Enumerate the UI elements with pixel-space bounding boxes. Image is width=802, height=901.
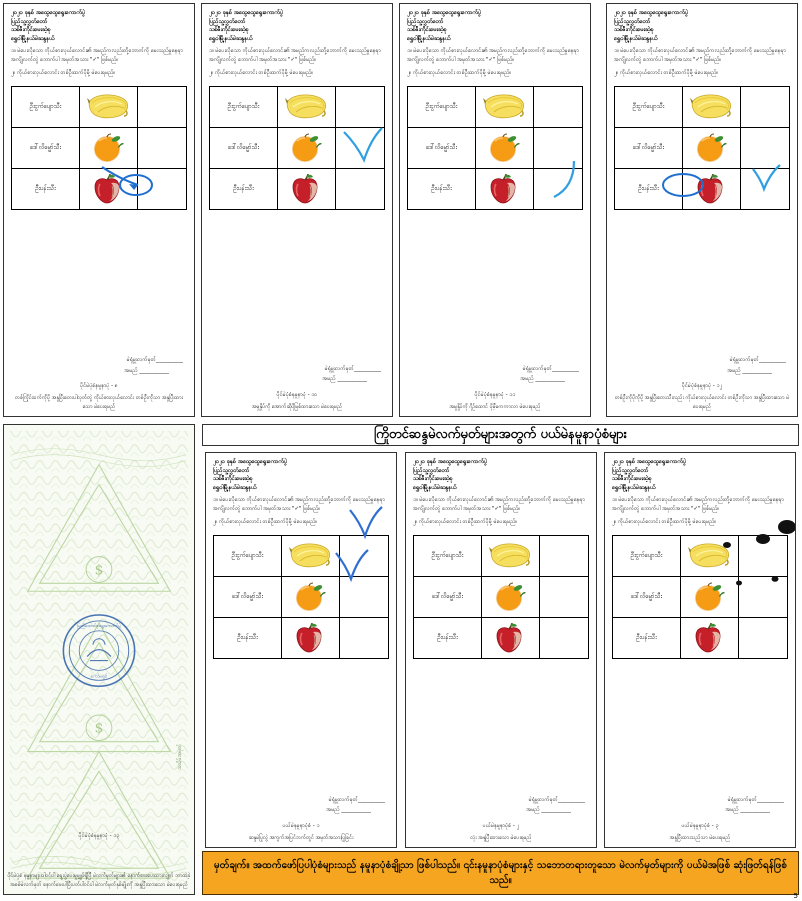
candidate-row: [12, 86, 187, 127]
ballot-footer: [209, 364, 385, 386]
candidate-name: ဦးပန်းသီး: [214, 617, 282, 658]
ballot-header-line-1: ၂၀၂၀ ခုနှစ် အထွေထွေရွေးကောက်ပွဲ: [209, 10, 284, 16]
ballot-card-4: [606, 3, 798, 417]
ballot-header-line-4: ရွှေဝါမြို့နယ်မဲဆန္ဒနယ်: [614, 35, 658, 42]
candidate-row: [210, 86, 385, 127]
ballot-instructions: [614, 47, 790, 81]
vote-mark-box[interactable]: [738, 576, 787, 617]
ballot-note: တစ်ကြိုင်ထက်ကိုပို့ အနှုပြီးတေးပါလှတ်တွဲ ကိုယ်စားလှယ်လောင်း တစ်ဦးကိုသာ အနှုပြီးထားသော မဲပေးရမည်: [15, 395, 183, 411]
candidate-symbol: [278, 86, 336, 127]
candidate-symbol: [282, 617, 340, 658]
ballot-header-line-3: သစ်ဇီးကိုင်းမေးဆဲ့စု: [612, 476, 652, 483]
ballot-header-line-1: ၂၀၂၀ ခုနှစ် အထွေထွေရွေးကောက်ပွဲ: [11, 10, 86, 16]
candidate-symbol: [80, 168, 138, 209]
candidate-row: [414, 576, 589, 617]
banana-icon: [86, 92, 130, 122]
ballot-footer: [614, 355, 790, 377]
candidate-symbol: [80, 86, 138, 127]
candidate-row: [214, 576, 389, 617]
ballot-card-5: [205, 452, 397, 848]
orange-icon: [487, 133, 521, 163]
ballot-footer: [11, 355, 187, 377]
candidate-symbol: [282, 535, 340, 576]
candidate-table: [614, 86, 790, 210]
svg-text:$: $: [94, 720, 104, 737]
instruction-2: ၂။ ကိုယ်စားလှယ်လောင်း တစ်ဦးထက်ပိုမို့ မဲပေးရမည်။: [612, 518, 717, 525]
candidate-symbol: [681, 617, 739, 658]
candidate-name: ဦးငွက်ပျောသီး: [12, 86, 80, 127]
vote-mark-box[interactable]: [339, 617, 388, 658]
candidate-row: [214, 617, 389, 658]
candidate-symbol: [278, 168, 336, 209]
candidate-name: ဦးငွက်ပျောသီး: [615, 86, 683, 127]
apple-icon: [694, 174, 728, 204]
ballot-header: [209, 9, 385, 44]
ballot-reverse-certificate: [3, 424, 195, 895]
candidate-name: ဒေါ်လိမ္မော်သီး: [615, 127, 683, 168]
candidate-name: ဦးပန်းသီး: [414, 617, 482, 658]
footer-officer-name: အမည် ___________: [322, 376, 367, 383]
ballot-header-line-3: သစ်ဇီးကိုင်းမေးဆဲ့စု: [413, 476, 453, 483]
footer-officer-signature: မဲရုံမှူးလက်မှတ်__________: [528, 796, 585, 803]
candidate-table: [209, 86, 385, 210]
ballot-instructions: [407, 47, 583, 81]
vote-mark-box[interactable]: [738, 535, 787, 576]
ballot-note: အနှုပြီးထားသည်သာ မဲပေးရမည်: [669, 835, 731, 842]
vote-mark-box[interactable]: [539, 535, 588, 576]
ballot-header: [213, 458, 389, 493]
footer-officer-signature: မဲရုံမှူးလက်မှတ်__________: [522, 365, 579, 372]
instruction-2: ၂။ ကိုယ်စားလှယ်လောင်း တစ်ဦးထက်ပိုမို့ မဲပေးရမည်။: [407, 69, 512, 76]
candidate-name: ဦးပန်းသီး: [12, 168, 80, 209]
ballot-header: [407, 9, 583, 44]
ballot-header-line-2: ပြည်သူ့လွှတ်တော်: [11, 18, 48, 25]
candidate-row: [12, 127, 187, 168]
candidate-row: [210, 127, 385, 168]
candidate-row: [615, 86, 790, 127]
vote-mark-box[interactable]: [335, 168, 384, 209]
certificate-serial: ပိုင်မဲပုံစံနမူနာပုံ - ၁၃: [78, 833, 120, 839]
certificate-note: ပိုင်မဲပုံစံ နမူနာများပါဝင်ပါ ရွေးပွဲပေးမှုမျှုပ်ရှိပြီ မဲလက်မှတ်များ၏ နောက်ဖေးပေးထားလျက် ဘာထဲခဲ့ အစစ်မဲလက်မှတ် နောက်ဖေးပါပြီးပတ်ပါဝင်ပါ မဲလက်မှတ်နှစ်မျိုးကို အနှုပြီးထားသော မဲပေးရမည်: [7, 873, 191, 889]
instruction-1: ၁။ မဲပေးလိုသော ကိုယ်စားလှယ်လောင်း၏ အမည်ကလည်းတို့ဘောက်ကို မေးသည်မှုနေရာအကျိုလက်တွဲ ဘောက်ပါ အမှတ်အသား "✓" ဖြစ်မည်။: [413, 496, 585, 513]
footer-officer-signature: မဲရုံမှူးလက်မှတ်__________: [727, 796, 784, 803]
candidate-name: ဒေါ်လိမ္မော်သီး: [210, 127, 278, 168]
banana-icon: [482, 92, 526, 122]
instruction-2: ၂။ ကိုယ်စားလှယ်လောင်း တစ်ဦးထက်ပိုမို့ မဲပေးရမည်။: [413, 518, 518, 525]
vote-mark-box[interactable]: [339, 576, 388, 617]
ballot-serial: ပိုင်မဲပုံစံနမူနာပုံ - ၈: [80, 383, 118, 390]
ballot-header: [612, 458, 788, 493]
instruction-2: ၂။ ကိုယ်စားလှယ်လောင်း တစ်ဦးထက်ပိုမို့ မဲပေးရမည်။: [614, 69, 719, 76]
vote-mark-box[interactable]: [137, 127, 186, 168]
instruction-1: ၁။ မဲပေးလိုသော ကိုယ်စားလှယ်လောင်း၏ အမည်ကလည်းတို့ဘောက်ကို မေးသည်မှုနေရာအကျိုလက်တွဲ ဘောက်ပါ အမှတ်အသား "✓" ဖြစ်မည်။: [612, 496, 784, 513]
candidate-name: ဦးငွက်ပျောသီး: [210, 86, 278, 127]
ballot-header-line-2: ပြည်သူ့လွှတ်တော်: [209, 18, 246, 25]
ballot-header-line-4: ရွှေဝါမြို့နယ်မဲဆန္ဒနယ်: [612, 484, 656, 491]
ballot-header-line-1: ၂၀၂၀ ခုနှစ် အထွေထွေရွေးကောက်ပွဲ: [413, 459, 488, 465]
candidate-row: [408, 168, 583, 209]
ballot-header-line-3: သစ်ဇီးကိုင်းမေးဆဲ့စု: [209, 27, 249, 34]
vote-mark-box[interactable]: [539, 617, 588, 658]
instruction-1: ၁။ မဲပေးလိုသော ကိုယ်စားလှယ်လောင်း၏ အမည်ကလည်းတို့ဘောက်ကို မေးသည်မှုနေရာအကျိုလက်တွဲ ဘောက်ပါ အမှတ်အသား "✓" ဖြစ်မည်။: [11, 47, 183, 64]
ballot-header-line-1: ၂၀၂၀ ခုနှစ် အထွေထွေရွေးကောက်ပွဲ: [614, 10, 689, 16]
ballot-footer: [413, 795, 589, 817]
candidate-table: [612, 535, 788, 659]
ballot-header-line-4: ရွှေဝါမြို့နယ်မဲဆန္ဒနယ်: [213, 484, 257, 491]
instruction-1: ၁။ မဲပေးလိုသော ကိုယ်စားလှယ်လောင်း၏ အမည်ကလည်းတို့ဘောက်ကို မေးသည်မှုနေရာအကျိုလက်တွဲ ဘောက်ပါ အမှတ်အသား "✓" ဖြစ်မည်။: [213, 496, 385, 513]
candidate-name: ဒေါ်လိမ္မော်သီး: [214, 576, 282, 617]
candidate-symbol: [282, 576, 340, 617]
page-number: 5: [793, 892, 798, 900]
vote-mark-box[interactable]: [740, 168, 789, 209]
candidate-row: [210, 168, 385, 209]
ballot-note: အမှုနှိုပ်ကို အောက်ဆိုပိုမြစ်ထားသော မဲပေးရမည်: [251, 404, 343, 411]
vote-mark-box[interactable]: [339, 535, 388, 576]
candidate-symbol: [278, 127, 336, 168]
ballot-serial: ပယ်မဲနမူနာပုံစံ - ၂: [482, 823, 520, 830]
ballot-header-line-4: ရွှေဝါမြို့နယ်မဲဆန္ဒနယ်: [209, 35, 253, 42]
footer-officer-name: အမည် ___________: [725, 807, 770, 814]
footer-officer-name: အမည် ___________: [326, 807, 371, 814]
candidate-row: [214, 535, 389, 576]
candidate-symbol: [683, 168, 741, 209]
candidate-name: ဦးပန်းသီး: [613, 617, 681, 658]
vote-mark-box[interactable]: [533, 168, 582, 209]
orange-icon: [293, 582, 327, 612]
vote-mark-box[interactable]: [533, 127, 582, 168]
candidate-name: ဦးငွက်ပျောသီး: [613, 535, 681, 576]
ballot-note: တစ်ဦးကိုပိုကိုပို့ အနှုပြီးတေးသီးလည်း ကိုယ်စားလှယ်လောင်း တစ်ဦးကိုသာ အနှုပြီးထားသော မဲပေးရမည်: [614, 395, 790, 411]
footer-officer-name: အမည် ___________: [520, 376, 565, 383]
ballot-instructions: [413, 496, 589, 530]
vote-mark-box[interactable]: [137, 168, 186, 209]
ballot-header-line-3: သစ်ဇီးကိုင်းမေးဆဲ့စု: [614, 27, 654, 34]
candidate-row: [414, 535, 589, 576]
orange-icon: [289, 133, 323, 163]
ballot-serial: ပိုင်မဲပုံစံနမူနာပုံ - ၁၀: [276, 392, 318, 399]
ballot-footer: [407, 364, 583, 386]
orange-icon: [91, 133, 125, 163]
ballot-header: [614, 9, 790, 44]
apple-icon: [293, 623, 327, 653]
candidate-name: ဦးပန်းသီး: [615, 168, 683, 209]
candidate-row: [613, 617, 788, 658]
pen-mark-tick: [340, 126, 384, 166]
candidate-name: ဦးပန်းသီး: [210, 168, 278, 209]
ballot-header-line-2: ပြည်သူ့လွှတ်တော်: [407, 18, 444, 25]
candidate-table: [11, 86, 187, 210]
ballot-header-line-2: ပြည်သူ့လွှတ်တော်: [213, 467, 250, 474]
footer-officer-name: အမည် ___________: [124, 367, 169, 374]
candidate-name: ဒေါ်လိမ္မော်သီး: [613, 576, 681, 617]
ballot-card-1: [3, 3, 195, 417]
ballot-serial: ပယ်မဲနမူနာပုံစံ - ၃: [681, 823, 719, 830]
vote-mark-box[interactable]: [740, 127, 789, 168]
ballot-card-2: [201, 3, 393, 417]
footer-officer-signature: မဲရုံမှူးလက်မှတ်__________: [729, 356, 786, 363]
candidate-row: [615, 127, 790, 168]
footer-officer-name: အမည် ___________: [526, 807, 571, 814]
banana-icon: [284, 92, 328, 122]
footer-officer-signature: မဲရုံမှူးလက်မှတ်__________: [126, 356, 183, 363]
ballot-header-line-3: သစ်ဇီးကိုင်းမေးဆဲ့စု: [407, 27, 447, 34]
ballot-header-line-1: ၂၀၂၀ ခုနှစ် အထွေထွေရွေးကောက်ပွဲ: [612, 459, 687, 465]
vote-mark-box[interactable]: [738, 617, 787, 658]
section-title: ကြိုတင်ဆန္ဒမဲလက်မှတ်များအတွက် ပယ်မဲနမူနာပုံစံများ: [374, 426, 627, 442]
ballot-header-line-4: ရွှေဝါမြို့နယ်မဲဆန္ဒနယ်: [413, 484, 457, 491]
candidate-row: [12, 168, 187, 209]
orange-icon: [493, 582, 527, 612]
candidate-name: ဦးငွက်ပျောသီး: [414, 535, 482, 576]
section-title-bar: [202, 424, 799, 446]
candidate-row: [408, 86, 583, 127]
candidate-symbol: [476, 127, 534, 168]
ballot-card-3: [399, 3, 591, 417]
orange-icon: [694, 133, 728, 163]
ballot-instructions: [612, 496, 788, 530]
instruction-2: ၂။ ကိုယ်စားလှယ်လောင်း တစ်ဦးထက်ပိုမို့ မဲပေးရမည်။: [11, 69, 116, 76]
apple-icon: [289, 174, 323, 204]
banana-icon: [689, 92, 733, 122]
security-pattern: [4, 425, 194, 891]
ballot-instructions: [11, 47, 187, 81]
remark-note: [202, 851, 799, 895]
ballot-header-line-1: ၂၀၂၀ ခုနှစ် အထွေထွေရွေးကောက်ပွဲ: [213, 459, 288, 465]
svg-text:ကော်မရှင်: ကော်မရှင်: [90, 674, 108, 680]
ballot-card-7: [604, 452, 796, 848]
ballot-note: လုံး အနှုပြီးထားသော မဲပေးရမည်: [470, 835, 532, 842]
candidate-table: [407, 86, 583, 210]
candidate-row: [613, 576, 788, 617]
ballot-header-line-4: ရွှေဝါမြို့နယ်မဲဆန္ဒနယ်: [407, 35, 451, 42]
candidate-symbol: [476, 168, 534, 209]
vote-mark-box[interactable]: [533, 86, 582, 127]
candidate-symbol: [681, 535, 739, 576]
banana-icon: [687, 541, 731, 571]
apple-icon: [493, 623, 527, 653]
candidate-symbol: [482, 576, 540, 617]
ballot-header-line-4: ရွှေဝါမြို့နယ်မဲဆန္ဒနယ်: [11, 35, 55, 42]
candidate-name: ဒေါ်လိမ္မော်သီး: [414, 576, 482, 617]
ballot-card-6: [405, 452, 597, 848]
candidate-table: [413, 535, 589, 659]
candidate-symbol: [482, 535, 540, 576]
candidate-row: [615, 168, 790, 209]
instruction-1: ၁။ မဲပေးလိုသော ကိုယ်စားလှယ်လောင်း၏ အမည်ကလည်းတို့ဘောက်ကို မေးသည်မှုနေရာအကျိုလက်တွဲ ဘောက်ပါ အမှတ်အသား "✓" ဖြစ်မည်။: [614, 47, 786, 64]
candidate-symbol: [683, 86, 741, 127]
candidate-name: ဦးငွက်ပျောသီး: [214, 535, 282, 576]
candidate-name: ဦးပန်းသီး: [408, 168, 476, 209]
certificate-side-text: အသိမ်းအမှတ်: [177, 744, 183, 770]
instruction-2: ၂။ ကိုယ်စားလှယ်လောင်း တစ်ဦးထက်ပိုမို့ မဲပေးရမည်။: [213, 518, 318, 525]
instruction-1: ၁။ မဲပေးလိုသော ကိုယ်စားလှယ်လောင်း၏ အမည်ကလည်းတို့ဘောက်ကို မေးသည်မှုနေရာအကျိုလက်တွဲ ဘောက်ပါ အမှတ်အသား "✓" ဖြစ်မည်။: [407, 47, 579, 64]
candidate-row: [613, 535, 788, 576]
vote-mark-box[interactable]: [335, 86, 384, 127]
ballot-instructions: [213, 496, 389, 530]
ballot-header-line-2: ပြည်သူ့လွှတ်တော်: [614, 18, 651, 25]
ballot-footer: [612, 795, 788, 817]
ballot-header-line-2: ပြည်သူ့လွှတ်တော်: [612, 467, 649, 474]
vote-mark-box[interactable]: [335, 127, 384, 168]
ballot-header-line-3: သစ်ဇီးကိုင်းမေးဆဲ့စု: [11, 27, 51, 34]
svg-text:$: $: [94, 562, 104, 579]
vote-mark-box[interactable]: [539, 576, 588, 617]
ballot-header: [413, 458, 589, 493]
footer-officer-signature: မဲရုံမှူးလက်မှတ်__________: [324, 365, 381, 372]
candidate-row: [414, 617, 589, 658]
svg-text:ပြည်ထောင်စုရွေးကောက်ပွဲ: ပြည်ထောင်စုရွေးကောက်ပွဲ: [77, 623, 121, 629]
ballot-note: ဆန္ဒမဲပြုလွဲ အကွက်အပြင်ဘက်တွင် အမှတ်အသားပြုခြင်း: [248, 835, 354, 842]
apple-icon: [692, 623, 726, 653]
banana-icon: [288, 541, 332, 571]
apple-icon: [487, 174, 521, 204]
ballot-footer: [213, 795, 389, 817]
orange-icon: [692, 582, 726, 612]
apple-icon: [91, 174, 125, 204]
footer-officer-name: အမည် ___________: [727, 367, 772, 374]
candidate-symbol: [476, 86, 534, 127]
ballot-header: [11, 9, 187, 44]
ballot-header-line-2: ပြည်သူ့လွှတ်တော်: [413, 467, 450, 474]
ballot-header-line-3: သစ်ဇီးကိုင်းမေးဆဲ့စု: [213, 476, 253, 483]
ballot-note: အမှုနှိုပ်ကို ဂိုဉ်ထောင် ပိုမီ့မကကာလာ မဲပေးရမည်: [449, 404, 541, 411]
ballot-instructions: [209, 47, 385, 81]
instruction-2: ၂။ ကိုယ်စားလှယ်လောင်း တစ်ဦးထက်ပိုမို့ မဲပေးရမည်။: [209, 69, 314, 76]
candidate-symbol: [681, 576, 739, 617]
vote-mark-box[interactable]: [137, 86, 186, 127]
candidate-name: ဒေါ်လိမ္မော်သီး: [408, 127, 476, 168]
instruction-1: ၁။ မဲပေးလိုသော ကိုယ်စားလှယ်လောင်း၏ အမည်ကလည်းတို့ဘောက်ကို မေးသည်မှုနေရာအကျိုလက်တွဲ ဘောက်ပါ အမှတ်အသား "✓" ဖြစ်မည်။: [209, 47, 381, 64]
candidate-row: [408, 127, 583, 168]
footer-officer-signature: မဲရုံမှူးလက်မှတ်__________: [328, 796, 385, 803]
candidate-name: ဦးငွက်ပျောသီး: [408, 86, 476, 127]
ballot-serial: ပယ်မဲနမူနာပုံစံ - ၁: [282, 823, 320, 830]
ballot-header-line-1: ၂၀၂၀ ခုနှစ် အထွေထွေရွေးကောက်ပွဲ: [407, 10, 482, 16]
candidate-symbol: [482, 617, 540, 658]
ballot-serial: ပိုင်မဲပုံစံနမူနာပုံ - ၁၁: [474, 392, 516, 399]
candidate-table: [213, 535, 389, 659]
remark-note-text: မှတ်ချက်။ အထက်ဖော်ပြပါပုံစံများသည် နမူနာပုံစံချို့သာ ဖြစ်ပါသည်။ ၎င်းနမူနာပုံစံများနှင့် သဘောတရားတူသော မဲလက်မှတ်များကို ပယ်မဲအဖြစ် ဆုံးဖြတ်ရန်ဖြစ်သည်။: [214, 860, 787, 886]
candidate-symbol: [80, 127, 138, 168]
banana-icon: [488, 541, 532, 571]
vote-mark-box[interactable]: [740, 86, 789, 127]
candidate-name: ဒေါ်လိမ္မော်သီး: [12, 127, 80, 168]
ballot-serial: ပိုင်မဲပုံစံနမူနာပုံ - ၁၂: [681, 383, 723, 390]
candidate-symbol: [683, 127, 741, 168]
